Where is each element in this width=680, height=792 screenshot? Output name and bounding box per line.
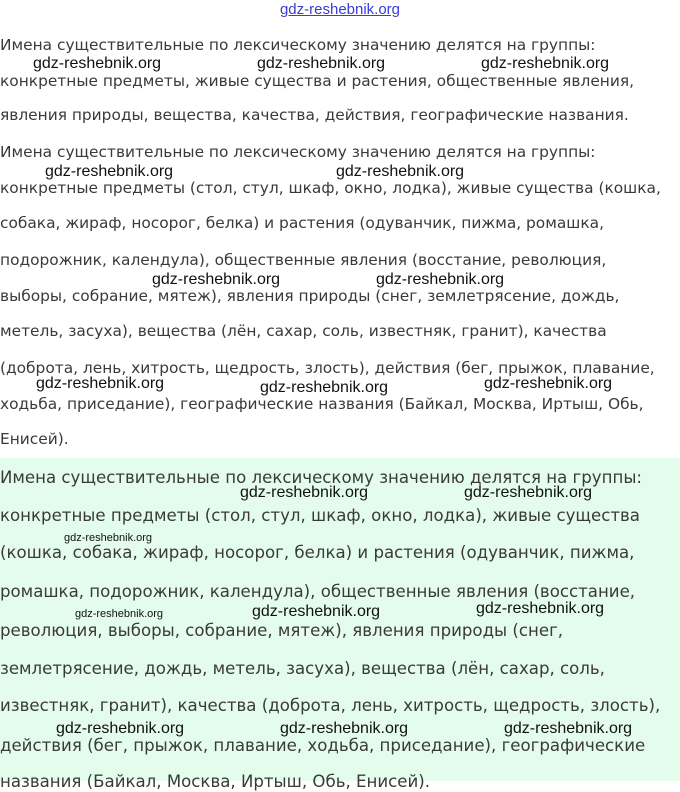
watermark: gdz-reshebnik.org [75, 608, 164, 620]
answer-line: революция, выборы, собрание, мятеж), явления природы (снег, [0, 621, 564, 640]
watermark: gdz-reshebnik.org [464, 484, 593, 501]
watermark: gdz-reshebnik.org [504, 720, 633, 737]
text-line: конкретные предметы (стол, стул, шкаф, окно, лодка), живые существа (кошка, [0, 179, 661, 197]
watermark: gdz-reshebnik.org [484, 375, 613, 392]
answer-line: известняк, гранит), качества (доброта, лень, хитрость, щедрость, злость), [0, 696, 661, 715]
answer-line: ромашка, подорожник, календула), общественные явления (восстание, [0, 582, 636, 601]
watermark: gdz-reshebnik.org [280, 720, 409, 737]
text-line: конкретные предметы, живые существа и растения, общественные явления, [0, 72, 635, 90]
text-line: явления природы, вещества, качества, действия, географические названия. [0, 106, 629, 124]
site-watermark-link[interactable]: gdz-reshebnik.org [279, 1, 401, 18]
text-line: собака, жираф, носорог, белка) и растения (одуванчик, пижма, ромашка, [0, 214, 604, 232]
answer-line: конкретные предметы (стол, стул, шкаф, окно, лодка), живые существа [0, 506, 640, 525]
text-line: Имена существительные по лексическому значению делятся на группы: [0, 36, 596, 54]
watermark: gdz-reshebnik.org [36, 375, 165, 392]
watermark: gdz-reshebnik.org [56, 720, 185, 737]
text-line: подорожник, календула), общественные явления (восстание, революция, [0, 251, 607, 269]
text-line: выборы, собрание, мятеж), явления природы (снег, землетрясение, дождь, [0, 287, 620, 305]
text-line: (доброта, лень, хитрость, щедрость, злость), действия (бег, прыжок, плавание, [0, 359, 655, 377]
watermark: gdz-reshebnik.org [476, 600, 605, 617]
watermark: gdz-reshebnik.org [376, 271, 505, 288]
watermark: gdz-reshebnik.org [481, 55, 610, 72]
text-line: Енисей). [0, 430, 69, 448]
watermark: gdz-reshebnik.org [336, 163, 465, 180]
answer-line: землетрясение, дождь, метель, засуха), вещества (лён, сахар, соль, [0, 659, 605, 678]
watermark: gdz-reshebnik.org [33, 55, 162, 72]
text-line: Имена существительные по лексическому значению делятся на группы: [0, 143, 596, 161]
watermark: gdz-reshebnik.org [252, 603, 381, 620]
text-line: ходьба, приседание), географические названия (Байкал, Москва, Иртыш, Обь, [0, 395, 644, 413]
answer-line: Имена существительные по лексическому значению делятся на группы: [0, 468, 643, 487]
watermark: gdz-reshebnik.org [240, 484, 369, 501]
text-line: метель, засуха), вещества (лён, сахар, соль, известняк, гранит), качества [0, 322, 607, 340]
watermark: gdz-reshebnik.org [45, 163, 174, 180]
answer-line: (кошка, собака, жираф, носорог, белка) и растения (одуванчик, пижма, [0, 543, 635, 562]
answer-line: действия (бег, прыжок, плавание, ходьба, приседание), географические [0, 736, 646, 755]
answer-line: названия (Байкал, Москва, Иртыш, Обь, Енисей). [0, 772, 431, 791]
watermark: gdz-reshebnik.org [152, 271, 281, 288]
watermark: gdz-reshebnik.org [64, 532, 153, 544]
watermark: gdz-reshebnik.org [260, 379, 389, 396]
watermark: gdz-reshebnik.org [257, 55, 386, 72]
